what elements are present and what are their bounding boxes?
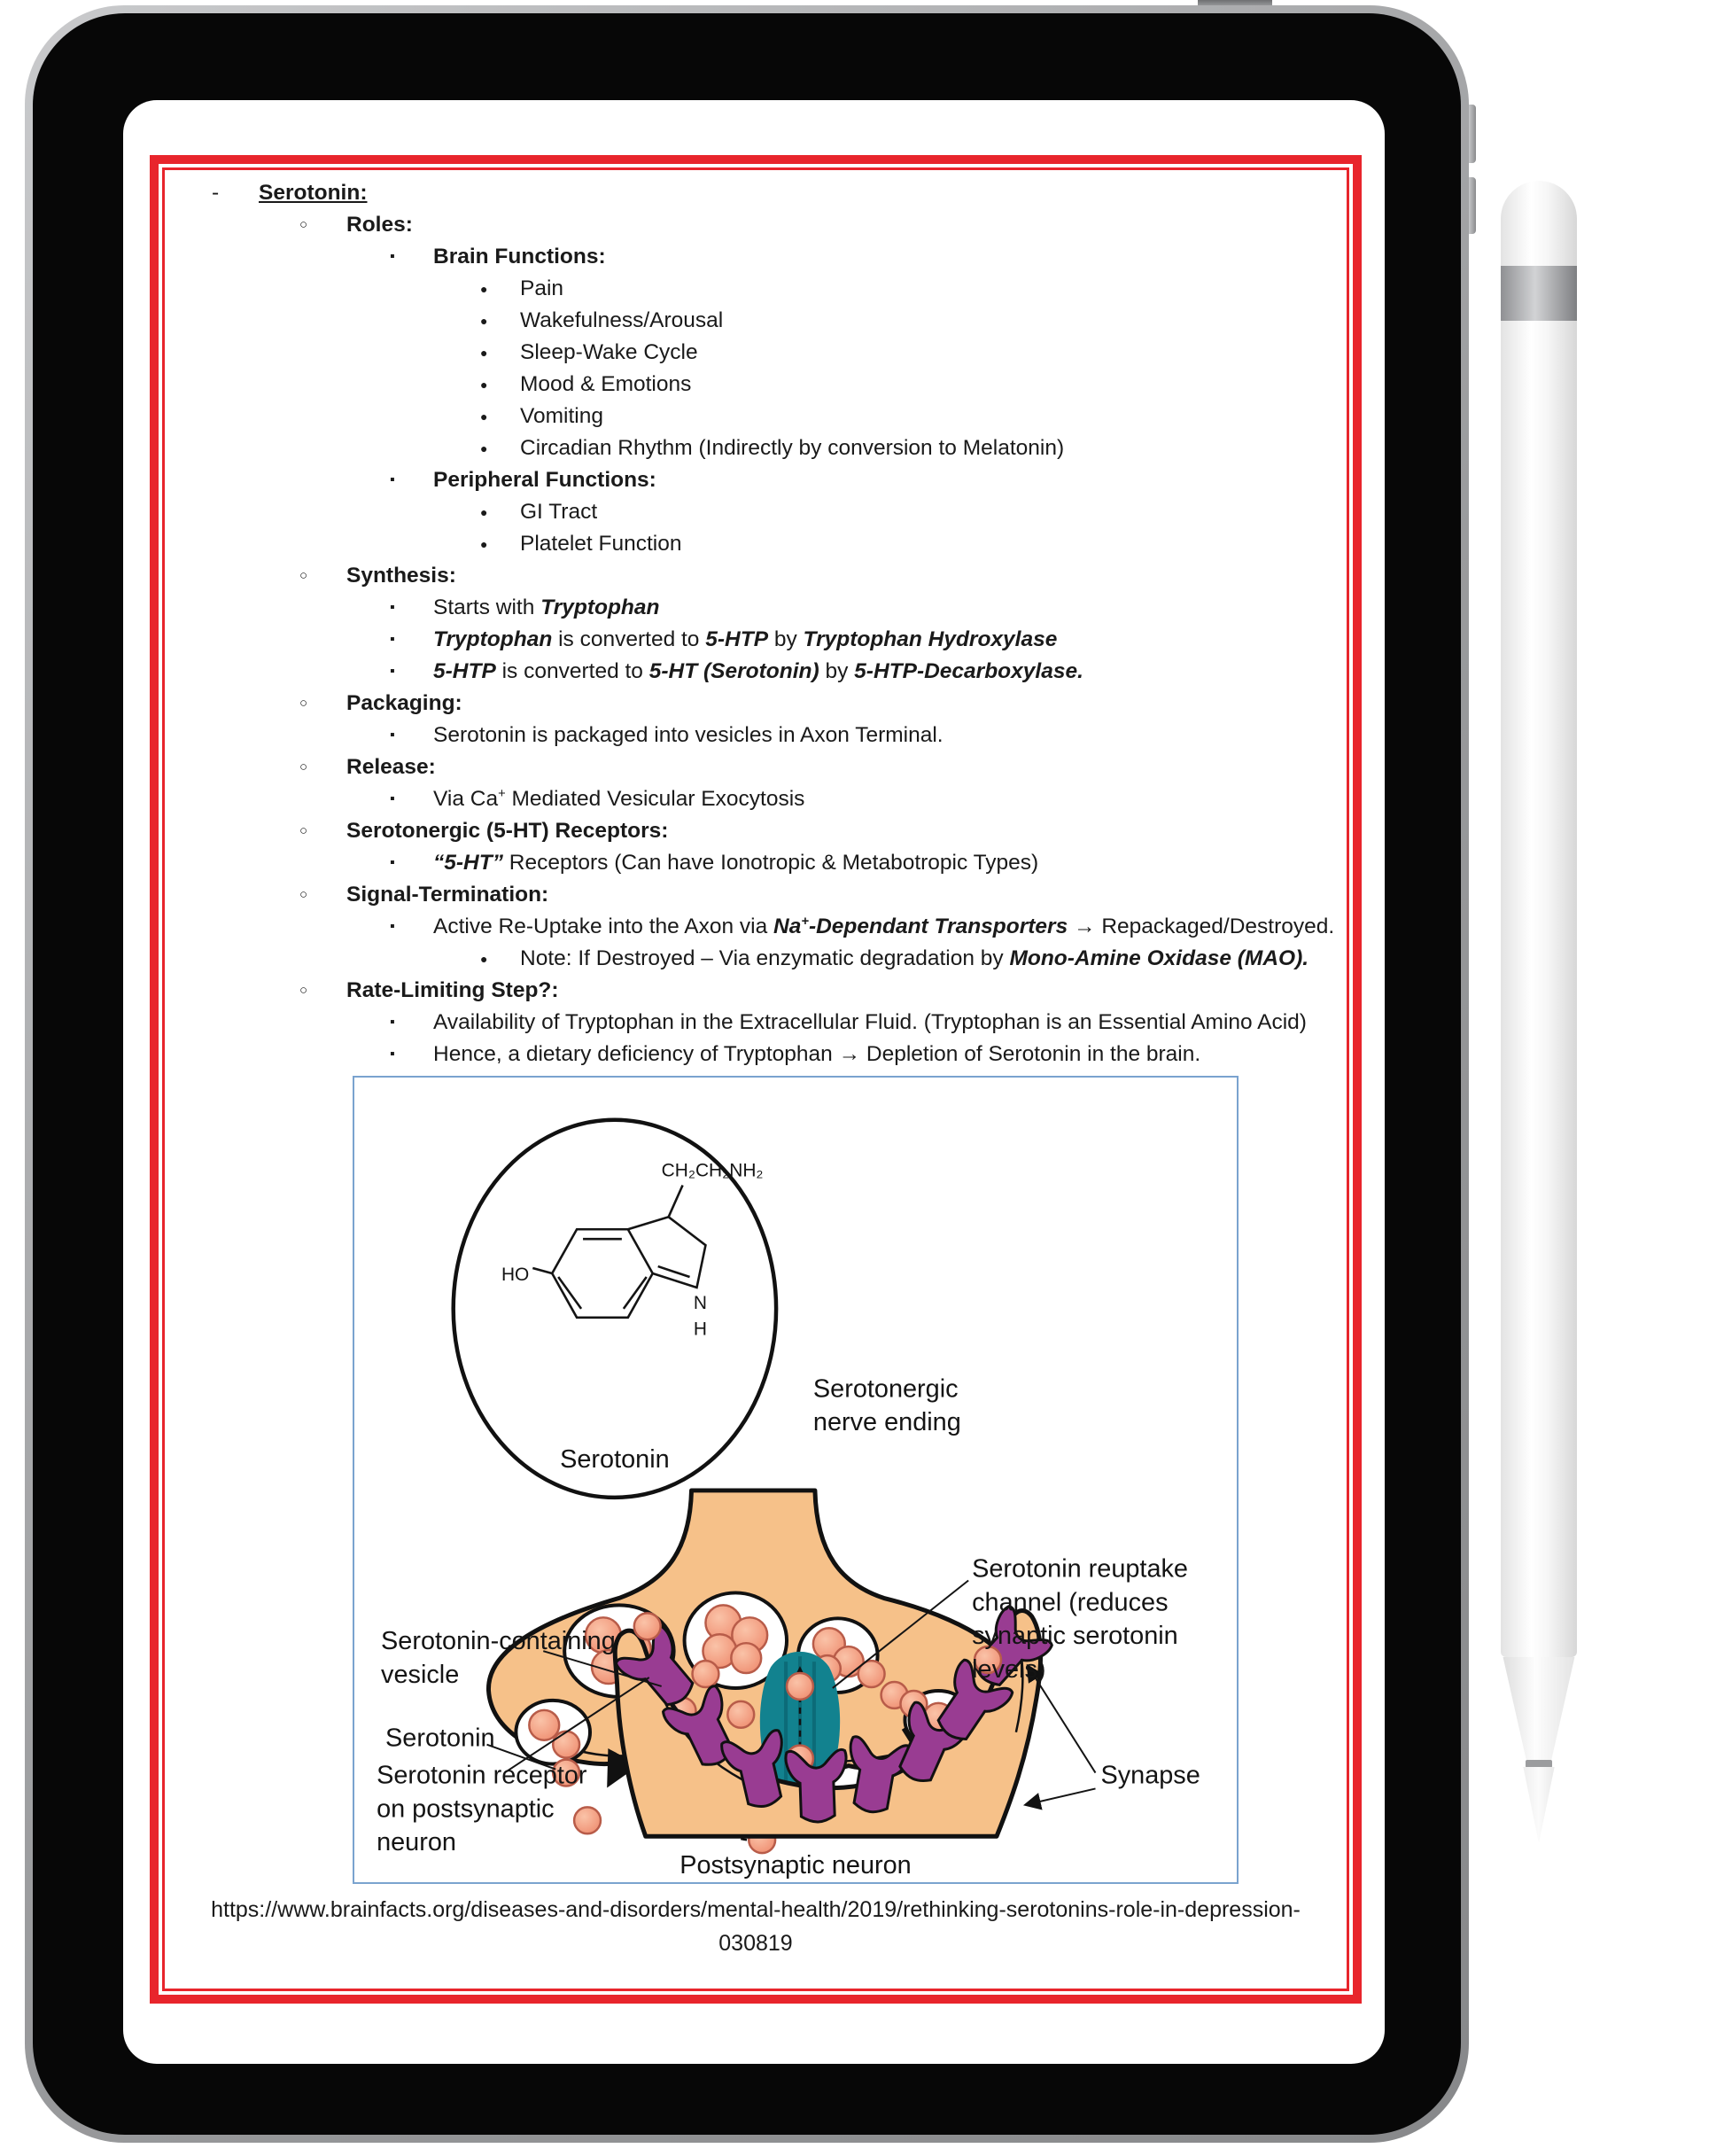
receptor-label: Serotonin receptor xyxy=(377,1761,587,1790)
note-line: ▪ Hence, a dietary deficiency of Tryptophan → Depletion of Serotonin in the brain. xyxy=(165,1039,1347,1070)
bullet-marker: ○ xyxy=(299,983,308,998)
bullet-marker: ● xyxy=(480,377,488,392)
bullet-marker: ● xyxy=(480,314,488,328)
reuptake-label: synaptic serotonin xyxy=(972,1622,1178,1651)
bullet-marker: ● xyxy=(480,505,488,519)
source-url xyxy=(165,1893,1347,1960)
source-url-line2: 030819 xyxy=(718,1931,793,1956)
bullet-marker: - xyxy=(212,181,220,205)
note-line: ● Wakefulness/Arousal xyxy=(165,305,1347,337)
reuptake-label: levels) xyxy=(972,1655,1046,1685)
bullet-marker: ○ xyxy=(299,568,308,583)
note-line: ● GI Tract xyxy=(165,496,1347,528)
tablet-device xyxy=(25,5,1469,2143)
tablet-screen xyxy=(123,100,1385,2064)
molecule-chain-label: CH₂CH₂NH₂ xyxy=(661,1160,764,1181)
note-line: ● Note: If Destroyed – Via enzymatic degradation by Mono-Amine Oxidase (MAO). xyxy=(165,943,1347,975)
notes-page xyxy=(150,155,1362,2004)
page-border-inner xyxy=(162,167,1349,1991)
bullet-marker: ● xyxy=(480,952,488,966)
vesicle-label: Serotonin-containing xyxy=(381,1627,616,1656)
nerve-ending-label: nerve ending xyxy=(812,1408,961,1437)
bullet-marker: ▪ xyxy=(390,600,395,615)
synapse-diagram xyxy=(354,1078,1237,1882)
note-line: ● Platelet Function xyxy=(165,528,1347,560)
receptor-label: neuron xyxy=(377,1828,456,1857)
serotonin-molecule xyxy=(454,1120,776,1498)
note-line: ▪ Serotonin is packaged into vesicles in Axon Terminal. xyxy=(165,720,1347,751)
note-line: ● Circadian Rhythm (Indirectly by conversion to Melatonin) xyxy=(165,432,1347,464)
note-line: - Serotonin: xyxy=(165,177,1347,209)
note-line: ○ Signal-Termination: xyxy=(165,879,1347,911)
bullet-marker: ▪ xyxy=(390,664,395,679)
bullet-marker: ▪ xyxy=(390,632,395,647)
note-line: ▪ Tryptophan is converted to 5-HTP by Tryptophan Hydroxylase xyxy=(165,624,1347,656)
bullet-marker: ▪ xyxy=(390,791,395,806)
molecule-ho-label: HO xyxy=(501,1264,530,1285)
molecule-h-label: H xyxy=(693,1319,708,1340)
note-line: ▪ Peripheral Functions: xyxy=(165,464,1347,496)
bullet-marker: ● xyxy=(480,537,488,551)
note-line: ▪ Starts with Tryptophan xyxy=(165,592,1347,624)
bullet-marker: ○ xyxy=(299,759,308,774)
note-line: ○ Synthesis: xyxy=(165,560,1347,592)
bullet-marker: ▪ xyxy=(390,1015,395,1030)
bullet-marker: ▪ xyxy=(390,728,395,743)
bullet-marker: ▪ xyxy=(390,919,395,934)
reuptake-label: Serotonin reuptake xyxy=(972,1554,1188,1584)
synapse-label: Synapse xyxy=(1100,1761,1200,1790)
bullet-marker: ○ xyxy=(299,217,308,232)
bullet-marker: ○ xyxy=(299,887,308,902)
pencil-body xyxy=(1501,181,1577,1657)
bullet-marker: ▪ xyxy=(390,472,395,487)
note-line: ○ Roles: xyxy=(165,209,1347,241)
note-line: ▪ Via Ca+ Mediated Vesicular Exocytosis xyxy=(165,783,1347,815)
note-line: ○ Rate-Limiting Step?: xyxy=(165,975,1347,1007)
molecule-name-label: Serotonin xyxy=(560,1445,670,1475)
receptor-label: on postsynaptic xyxy=(377,1794,555,1824)
page-content xyxy=(165,170,1347,1989)
nerve-ending-label: Serotonergic xyxy=(812,1374,959,1404)
bullet-marker: ▪ xyxy=(390,249,395,264)
note-line: ○ Packaging: xyxy=(165,688,1347,720)
serotonin-label: Serotonin xyxy=(385,1724,495,1753)
notes-list xyxy=(165,177,1347,1070)
pencil-tip xyxy=(1520,1767,1557,1843)
note-line: ● Mood & Emotions xyxy=(165,369,1347,401)
bullet-marker: ● xyxy=(480,346,488,360)
note-line: ▪ “5-HT” Receptors (Can have Ionotropic & Metabotropic Types) xyxy=(165,847,1347,879)
source-url-line1: https://www.brainfacts.org/diseases-and-disorders/mental-health/2019/rethinking-serotonins-role-in-depression- xyxy=(211,1897,1301,1922)
note-line: ▪ 5-HTP is converted to 5-HT (Serotonin) by 5-HTP-Decarboxylase. xyxy=(165,656,1347,688)
bullet-marker: ▪ xyxy=(390,855,395,870)
bullet-marker: ● xyxy=(480,409,488,424)
vesicle-label: vesicle xyxy=(381,1660,460,1689)
synapse-figure xyxy=(353,1076,1239,1884)
pencil-taper xyxy=(1501,1657,1577,1762)
reuptake-label: channel (reduces xyxy=(972,1588,1169,1617)
note-line: ● Pain xyxy=(165,273,1347,305)
note-line: ○ Release: xyxy=(165,751,1347,783)
stylus-pencil xyxy=(1501,181,1577,1843)
pencil-band xyxy=(1501,266,1577,321)
note-line: ▪ Brain Functions: xyxy=(165,241,1347,273)
note-line: ▪ Availability of Tryptophan in the Extracellular Fluid. (Tryptophan is an Essential Amino Acid) xyxy=(165,1007,1347,1039)
note-line: ○ Serotonergic (5-HT) Receptors: xyxy=(165,815,1347,847)
bullet-marker: ● xyxy=(480,441,488,455)
bullet-marker: ● xyxy=(480,282,488,296)
bullet-marker: ○ xyxy=(299,823,308,838)
molecule-n-label: N xyxy=(693,1292,708,1313)
postsynaptic-label: Postsynaptic neuron xyxy=(680,1851,912,1880)
bullet-marker: ○ xyxy=(299,696,308,711)
note-line: ● Vomiting xyxy=(165,401,1347,432)
bullet-marker: ▪ xyxy=(390,1047,395,1062)
note-line: ▪ Active Re-Uptake into the Axon via Na+-Dependant Transporters → Repackaged/Destroyed. xyxy=(165,911,1347,943)
note-line: ● Sleep-Wake Cycle xyxy=(165,337,1347,369)
tablet-bezel xyxy=(33,13,1461,2135)
pencil-ferrule xyxy=(1526,1760,1552,1768)
